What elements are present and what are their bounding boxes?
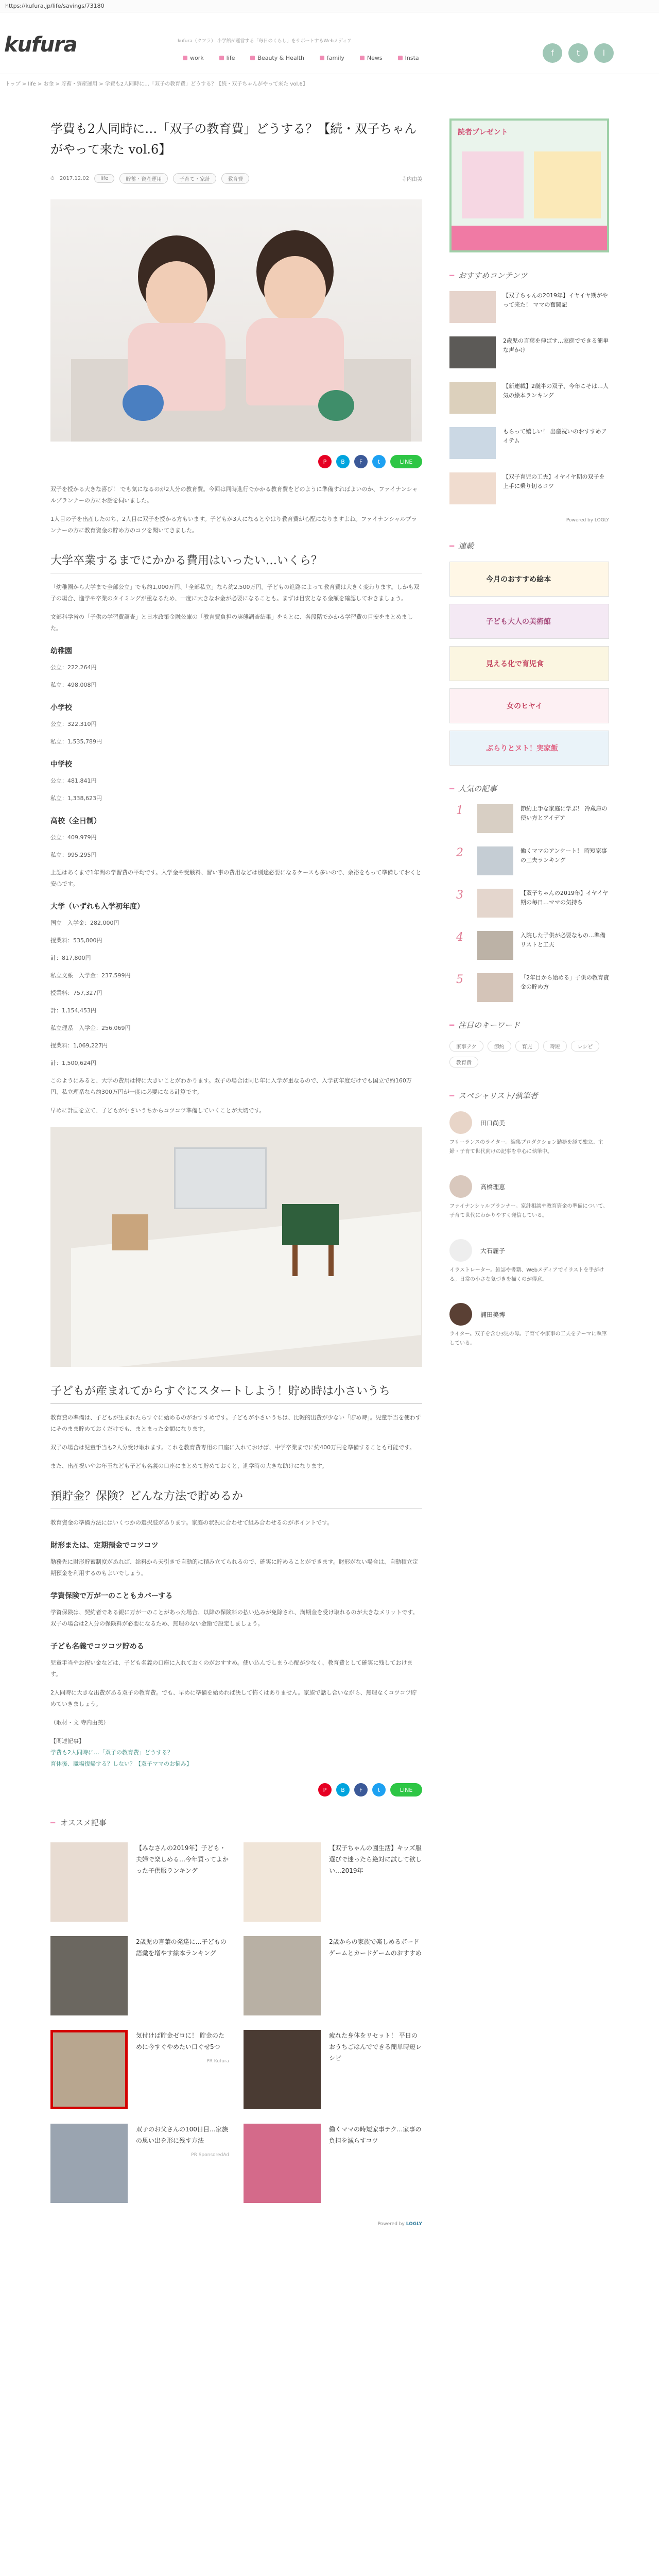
body-paragraph: 学資保険は、契約者である親に万が一のことがあった場合、以降の保険料の払い込みが免除され、満期金を受け取れるのが大きなメリットです。双子の場合は2人分の保険料が必要になるため、無理のない金額で設定しましょう。 [50,1609,419,1627]
line-share-button[interactable]: LINE [390,455,422,468]
stage-row: 公立：481,841円 [50,777,97,784]
recommend-heading: ━ オススメ記事 [50,1818,107,1827]
nav-item-news[interactable]: News [360,55,383,61]
pickup-banner[interactable]: 見える化で育児食 [449,646,609,681]
section-heading: 預貯金？保険？どんな方法で貯めるか [50,1482,422,1509]
recommend-card[interactable] [50,1936,229,2015]
tag-chip[interactable]: 子育て・家計 [173,173,216,184]
ranking-item[interactable] [449,973,609,1002]
sidebar-thumb [477,889,513,918]
pickup-banner[interactable]: 女のヒヤイ [449,688,609,723]
beauty-icon [250,56,255,60]
rank-number: 4 [456,931,463,944]
article-author[interactable]: 寺内由美 [402,177,422,182]
twitter-icon[interactable]: t [568,43,588,63]
body-paragraph: また、出産祝いやお年玉なども子ども名義の口座にまとめて貯めておくと、進学時の大きな助けになります。 [50,1463,328,1469]
specialist[interactable] [449,1239,609,1262]
ranking-item[interactable] [449,804,609,833]
keyword-chip[interactable]: 教育費 [449,1057,478,1067]
sidebar-item-title: 【双子ちゃんの2019年】イヤイヤ期がやって来た！ ママの奮闘記 [503,292,608,308]
work-icon [183,56,187,60]
specialist-name: 高橋理恵 [480,1183,506,1191]
pickup-banner[interactable]: ぶらりとヌト！実家飯 [449,731,609,766]
stage-heading: 中学校 [50,760,72,769]
site-logo[interactable]: kufura [4,33,77,57]
card-thumbnail [50,2124,128,2203]
present-banner[interactable] [449,118,609,252]
sidebar-thumb [449,427,496,459]
keyword-chip[interactable]: 時短 [543,1041,567,1052]
sub-heading: 財形または、定期預金でコツコツ [50,1541,159,1550]
facebook-share-icon[interactable]: F [354,1783,368,1797]
breadcrumb[interactable]: トップ > life > お金 > 貯蓄・資産運用 > 学費も2人同時に…「双子の教育費」どうする？【続・双子ちゃんがやって来た vol.6】 [5,81,308,87]
sidebar-item-title: 【双子育児の工夫】イヤイヤ期の双子を上手に乗り切るコツ [503,473,605,489]
ranking-title: 入院した子供が必要なもの…準備リストと工夫 [521,932,605,948]
body-paragraph: 勤務先に財形貯蓄制度があれば、給料から天引きで自動的に積み立てられるので、確実に貯めることができます。財形がない場合は、自動積立定期預金を利用するのもよいでしょう。 [50,1558,418,1577]
univ-row: 計：1,500,624円 [50,1060,96,1066]
recommend-grid [50,1842,422,2203]
body-paragraph: 児童手当やお祝い金などは、子ども名義の口座に入れておくのがおすすめ。使い込んでしまう心配が少なく、教育費として確実に残しておけます。 [50,1659,413,1677]
rank-number: 1 [456,804,463,817]
avatar [449,1303,472,1326]
ranking-item[interactable] [449,846,609,875]
sidebar-item[interactable] [449,336,609,368]
nav-item-insta[interactable]: Insta [398,55,419,61]
card-thumbnail [244,2030,321,2109]
cost-stage [50,646,422,691]
specialist-name: 大石麗子 [480,1247,506,1255]
site-header [0,12,659,74]
intro-paragraph: 1人目の子を出産したのち、2人目に双子を授かる方もいます。子どもが3人になるとやはり教育費が心配になりますよね。ファイナンシャルプランナーの方に教育資金の貯め方のコツを聞いてきました。 [50,516,417,534]
sidebar-heading: ━ 注目のキーワード [449,1021,521,1030]
card-title: 2歳児の言葉の発達に…子どもの語彙を増やす絵本ランキング [136,1938,227,1957]
univ-row: 国立 入学金：282,000円 [50,920,119,926]
ranking-title: 節約上手な家庭に学ぶ！ 冷蔵庫の使い方とアイデア [521,805,608,821]
card-thumbnail [244,1842,321,1922]
recommend-card[interactable] [244,1842,422,1922]
stage-heading: 高校（全日制） [50,817,101,825]
body-paragraph: 早めに計画を立て、子どもが小さいうちからコツコツ準備していくことが大切です。 [50,1107,265,1114]
facebook-share-icon[interactable]: F [354,455,368,468]
avatar [449,1111,472,1134]
specialist-name: 田口尚美 [480,1119,506,1127]
clock-icon: ⏱ [50,176,55,181]
avatar [449,1175,472,1198]
ranking-title: 「2年目から始める」子供の教育資金の貯め方 [521,974,609,990]
related-label: 【関連記事】 [50,1738,84,1744]
pickup-banner[interactable]: 今月のおすすめ絵本 [449,562,609,597]
pickup-banner[interactable]: 子ども大人の美術館 [449,604,609,639]
sidebar-item-title: 2歳児の言葉を伸ばす…家庭でできる簡単な声かけ [503,337,609,353]
univ-row: 計：1,154,453円 [50,1007,96,1014]
sidebar-heading: ━ 人気の記事 [449,784,497,793]
powered-by[interactable]: Powered by LOGLY [377,2222,422,2227]
header-social [543,43,614,63]
intro-paragraph: 双子を授かる大きな喜び！ でも気になるのが2人分の教育費。今回は同時進行でかかる教育費をどのように準備すればよいのか、ファイナンシャルプランナーの方にお話を伺いました。 [50,486,418,504]
article-date: 2017.12.02 [59,176,90,181]
pinterest-share-icon[interactable]: P [318,1783,332,1797]
sidebar-thumb [449,472,496,504]
sidebar-item-title: もらって嬉しい！ 出産祝いのおすすめアイテム [503,428,607,444]
tag-chip[interactable]: life [94,174,114,183]
stage-row: 私立：1,535,789円 [50,738,102,745]
banner-title: 読者プレゼント [458,128,508,137]
stage-heading: 小学校 [50,704,72,712]
sidebar-heading: ━ 連載 [449,541,474,551]
card-thumbnail [244,2124,321,2203]
body-paragraph: 2人同時に大きな出費がある双子の教育費。でも、早めに準備を始めれば決して怖くはありません。家族で話し合いながら、無理なくコツコツ貯めていきましょう。 [50,1689,417,1707]
stage-heading: 大学（いずれも入学初年度） [50,903,144,911]
recommend-card[interactable] [50,2124,229,2203]
sidebar-item-title: 【新連載】2歳半の双子、今年こそは…人気の絵本ランキング [503,383,609,399]
line-icon[interactable]: l [594,43,614,63]
card-source: PR Kufura [206,2059,229,2064]
twitter-share-icon[interactable]: t [372,455,386,468]
nav-item-life[interactable]: life [219,55,235,61]
specialist[interactable] [449,1303,609,1326]
recommend-card[interactable] [244,1936,422,2015]
news-icon [360,56,365,60]
sidebar-item[interactable] [449,382,609,414]
tag-chip[interactable]: 教育費 [221,173,249,184]
body-paragraph: 教育資金の準備方法にはいくつかの選択肢があります。家庭の状況に合わせて組み合わせるのがポイントです。 [50,1519,333,1526]
sidebar-powered-by[interactable]: Powered by LOGLY [566,518,609,523]
univ-row: 私立理系 入学金：256,069円 [50,1025,131,1031]
sidebar-thumb [449,291,496,323]
body-paragraph: 双子の場合は児童手当も2人分受け取れます。これを教育費専用の口座に入れておけば、中学卒業までに約400万円を準備することも可能です。 [50,1444,415,1451]
nav-item-work[interactable]: work [183,55,204,61]
sidebar [449,118,609,2576]
sidebar-heading: ━ スペシャリスト/執筆者 [449,1091,538,1100]
card-thumbnail [50,1842,128,1922]
univ-row: 授業料：1,069,227円 [50,1042,108,1049]
keyword-chip[interactable]: レシピ [571,1041,600,1052]
cost-stage [50,702,422,748]
ranking-title: 働くママのアンケート！ 時短家事の工夫ランキング [521,848,607,863]
family-icon [320,56,324,60]
keyword-chip[interactable]: 育児 [515,1041,539,1052]
card-title: 【みなさんの2019年】子ども・夫婦で楽しめる…今年買ってよかった子供服ランキング [136,1844,229,1874]
sidebar-item[interactable] [449,291,609,323]
card-title: 【双子ちゃんの園生活】キッズ服選びで迷ったら絶対に試して欲しい…2019年 [329,1844,422,1874]
univ-row: 授業料：757,327円 [50,990,102,996]
card-source: PR SponsoredAd [191,2153,229,2158]
share-buttons-top [50,455,422,468]
stage-row: 私立：995,295円 [50,852,97,858]
specialist-name: 浦田美博 [480,1311,506,1318]
univ-row: 計：817,800円 [50,955,91,961]
life-icon [219,56,224,60]
tag-chip[interactable]: 貯蓄・資産運用 [119,173,168,184]
body-paragraph: 教育費の準備は、子どもが生まれたらすぐに始めるのがおすすめです。子どもが小さいうちは、比較的出費が少ない「貯め時」。児童手当を使わずにそのまま貯めておくだけでも、まとまった金額になります。 [50,1414,421,1432]
twitter-share-icon[interactable]: t [372,1783,386,1797]
card-title: 2歳からの家族で楽しめるボードゲームとカードゲームのおすすめ [329,1938,422,1957]
recommend-card[interactable] [50,1842,229,1922]
pinterest-share-icon[interactable]: P [318,455,332,468]
hatena-share-icon[interactable]: B [336,1783,350,1797]
keyword-chip[interactable]: 家事テク [449,1041,483,1052]
site-tagline: kufura（クフラ） 小学館が運営する「毎日のくらし」をサポートするWebメディア [178,39,352,44]
sidebar-item[interactable] [449,427,609,459]
stage-row: 私立：498,008円 [50,682,97,688]
body-paragraph: 上記はあくまで1年間の学習費の平均です。入学金や受験料、習い事の費用などは別途必要になるケースも多いので、余裕をもって準備しておくと安心です。 [50,869,422,887]
global-nav [183,55,419,61]
section-heading: 子どもが産まれてからすぐにスタートしよう！貯め時は小さいうち [50,1377,422,1404]
ranking-title: 【双子ちゃんの2019年】イヤイヤ期の毎日…ママの気持ち [521,890,609,906]
specialist[interactable] [449,1111,609,1134]
sub-heading: 学資保険で万が一のこともカバーする [50,1592,173,1600]
sidebar-thumb [477,804,513,833]
related-link[interactable]: 育休後、職場復帰する？しない？【双子ママのお悩み】 [50,1760,192,1767]
body-paragraph: 文部科学省の「子供の学習費調査」と日本政策金融公庫の「教育費負担の実態調査結果」をもとに、各段階でかかる学習費の目安をまとめました。 [50,614,413,632]
stage-row: 私立：1,338,623円 [50,795,102,802]
stage-row: 公立：409,979円 [50,834,97,841]
stage-heading: 幼稚園 [50,647,72,655]
hatena-share-icon[interactable]: B [336,455,350,468]
sidebar-thumb [449,382,496,414]
avatar [449,1239,472,1262]
stage-row: 公立：322,310円 [50,721,97,727]
card-title: 双子のお父さんの100日目…家族の思い出を形に残す方法 [136,2126,228,2144]
nav-item-family[interactable]: family [320,55,344,61]
sidebar-item[interactable] [449,472,609,504]
rank-number: 2 [456,846,463,859]
line-share-button[interactable]: LINE [390,1783,422,1797]
address-bar[interactable]: https://kufura.jp/life/savings/73180 [0,0,659,12]
keyword-list [449,1041,609,1073]
specialist-desc: フリーランスのライター。編集プロダクション勤務を経て独立。主婦・子育て世代向けの記事を中心に執筆中。 [449,1140,603,1155]
specialist-desc: ライター。双子を含む3児の母。子育てや家事の工夫をテーマに執筆している。 [449,1331,607,1346]
related-link[interactable]: 学費も2人同時に…「双子の教育費」どうする？ [50,1749,173,1756]
keyword-chip[interactable]: 節約 [488,1041,511,1052]
recommend-card[interactable] [244,2030,422,2109]
univ-row: 私立文系 入学金：237,599円 [50,972,131,979]
card-thumbnail [50,1936,128,2015]
insta-icon [398,56,403,60]
recommend-card-selected[interactable] [50,2030,229,2109]
sidebar-thumb [477,931,513,960]
ranking-item[interactable] [449,931,609,960]
related-links [50,1736,422,1770]
article-title: 学費も2人同時に…「双子の教育費」どうする？【続・双子ちゃんがやって来た vol.6】 [50,122,417,157]
hero-image-twins [50,199,422,442]
card-title: 疲れた身体をリセット！ 平日のおうちごはんでできる簡単時短レシピ [329,2032,422,2062]
sidebar-thumb [477,973,513,1002]
rank-number: 3 [456,889,463,902]
cost-stage [50,759,422,804]
credit-text: （取材・文 寺内由美） [50,1719,109,1726]
facebook-icon[interactable]: f [543,43,562,63]
card-thumbnail [50,2030,128,2109]
specialist-desc: イラストレーター。雑誌や書籍、Webメディアでイラストを手がける。日常の小さな気づきを描くのが得意。 [449,1267,604,1282]
article-meta [50,173,422,184]
section-heading: 大学卒業するまでにかかる費用はいったい…いくら？ [50,547,422,573]
calculator-notebook-image [50,1127,422,1367]
article-main [50,118,422,2576]
nav-item-beauty[interactable]: Beauty & Health [250,55,304,61]
specialist[interactable] [449,1175,609,1198]
sidebar-thumb [477,846,513,875]
rank-number: 5 [456,973,463,986]
ranking-item[interactable] [449,889,609,918]
card-thumbnail [244,1936,321,2015]
body-paragraph: このようにみると、大学の費用は特に大きいことがわかります。双子の場合は同じ年に入学が重なるので、入学初年度だけでも国立で約160万円、私立理系なら約300万円が一度に必要になる計算です。 [50,1077,412,1095]
sidebar-thumb [449,336,496,368]
specialist-desc: ファイナンシャルプランナー。家計相談や教育資金の準備について、子育て世代にわかりやすく発信している。 [449,1204,609,1218]
recommend-card[interactable] [244,2124,422,2203]
cost-stage [50,816,422,861]
body-paragraph: 「幼稚園から大学まで全部公立」でも約1,000万円、「全部私立」なら約2,500万円。子どもの進路によって教育費は大きく変わります。しかも双子の場合、進学や卒業のタイミングが重なるため、一度に大きなお金が必要になることも。まずは目安となる金額を確認しておきましょう。 [50,584,420,602]
card-title: 気付けば貯金ゼロに！ 貯金のために今すぐやめたい口ぐせ5つ [136,2032,224,2050]
sub-heading: 子ども名義でコツコツ貯める [50,1642,144,1651]
univ-row: 授業料：535,800円 [50,937,102,944]
card-title: 働くママの時短家事テク…家事の負担を減らすコツ [329,2126,422,2144]
share-buttons-bottom [50,1783,422,1797]
stage-row: 公立：222,264円 [50,664,97,671]
sidebar-heading: ━ おすすめコンテンツ [449,271,528,280]
